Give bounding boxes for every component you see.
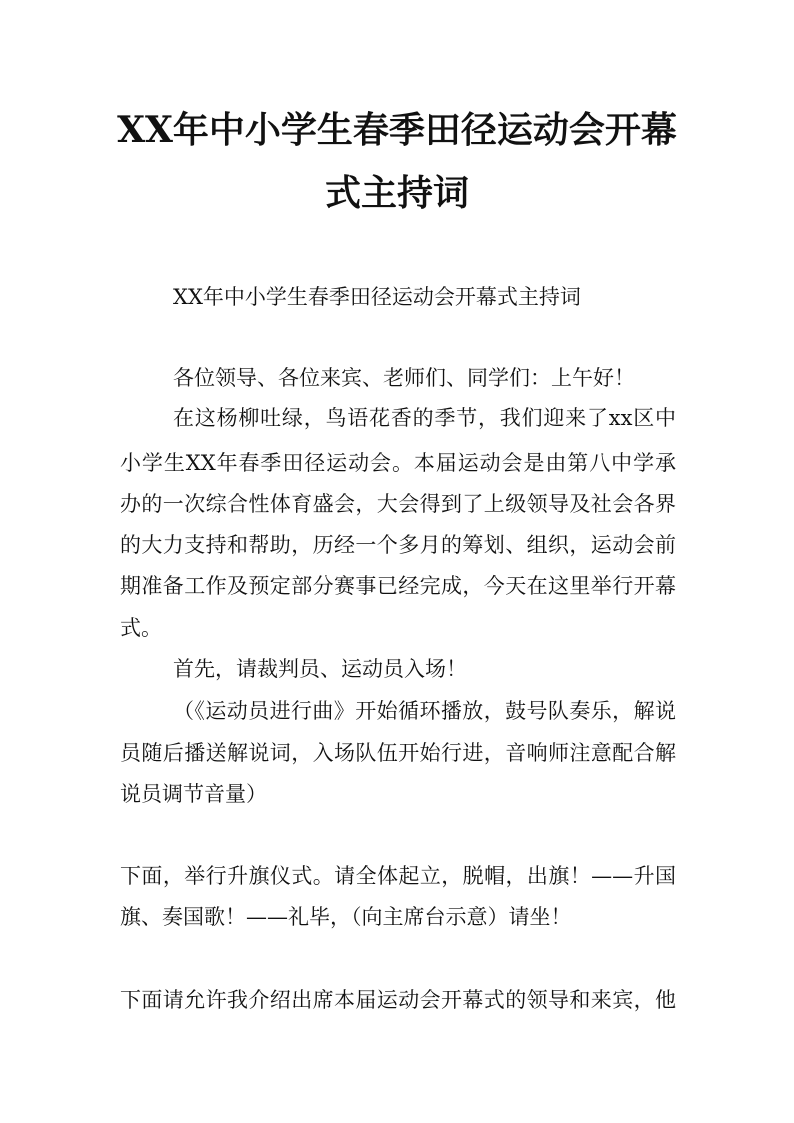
paragraph-line: 员随后播送解说词，入场队伍开始行进，音响师注意配合解	[120, 741, 676, 765]
paragraph-line: 首先，请裁判员、运动员入场！	[173, 657, 467, 681]
paragraph-line: 期准备工作及预定部分赛事已经完成，今天在这里举行开幕	[120, 574, 676, 598]
paragraph-line: 办的一次综合性体育盛会，大会得到了上级领导及社会各界	[120, 492, 676, 516]
paragraph-line: 的大力支持和帮助，历经一个多月的筹划、组织，运动会前	[120, 533, 676, 557]
paragraph-line: 在这杨柳吐绿，鸟语花香的季节，我们迎来了xx区中	[173, 406, 676, 430]
document-title-line-2: 式主持词	[324, 172, 469, 214]
paragraph-line: 下面，举行升旗仪式。请全体起立，脱帽，出旗！——升国	[120, 864, 676, 888]
paragraph-line: 小学生XX年春季田径运动会。本届运动会是由第八中学承	[120, 451, 676, 475]
paragraph-line: 下面请允许我介绍出席本届运动会开幕式的领导和来宾，他	[120, 988, 676, 1012]
paragraph-line: （《运动员进行曲》开始循环播放，鼓号队奏乐，解说	[173, 699, 676, 723]
paragraph-line: 说员调节音量）	[120, 782, 267, 806]
paragraph-line: 式。	[120, 616, 162, 640]
greeting-paragraph: 各位领导、各位来宾、老师们、同学们：上午好！	[173, 366, 635, 390]
document-title-line-1: XX年中小学生春季田径运动会开幕	[117, 109, 677, 151]
document-subtitle: XX年中小学生春季田径运动会开幕式主持词	[173, 285, 581, 309]
paragraph-line: 旗、奏国歌！——礼毕，（向主席台示意）请坐！	[120, 905, 572, 929]
